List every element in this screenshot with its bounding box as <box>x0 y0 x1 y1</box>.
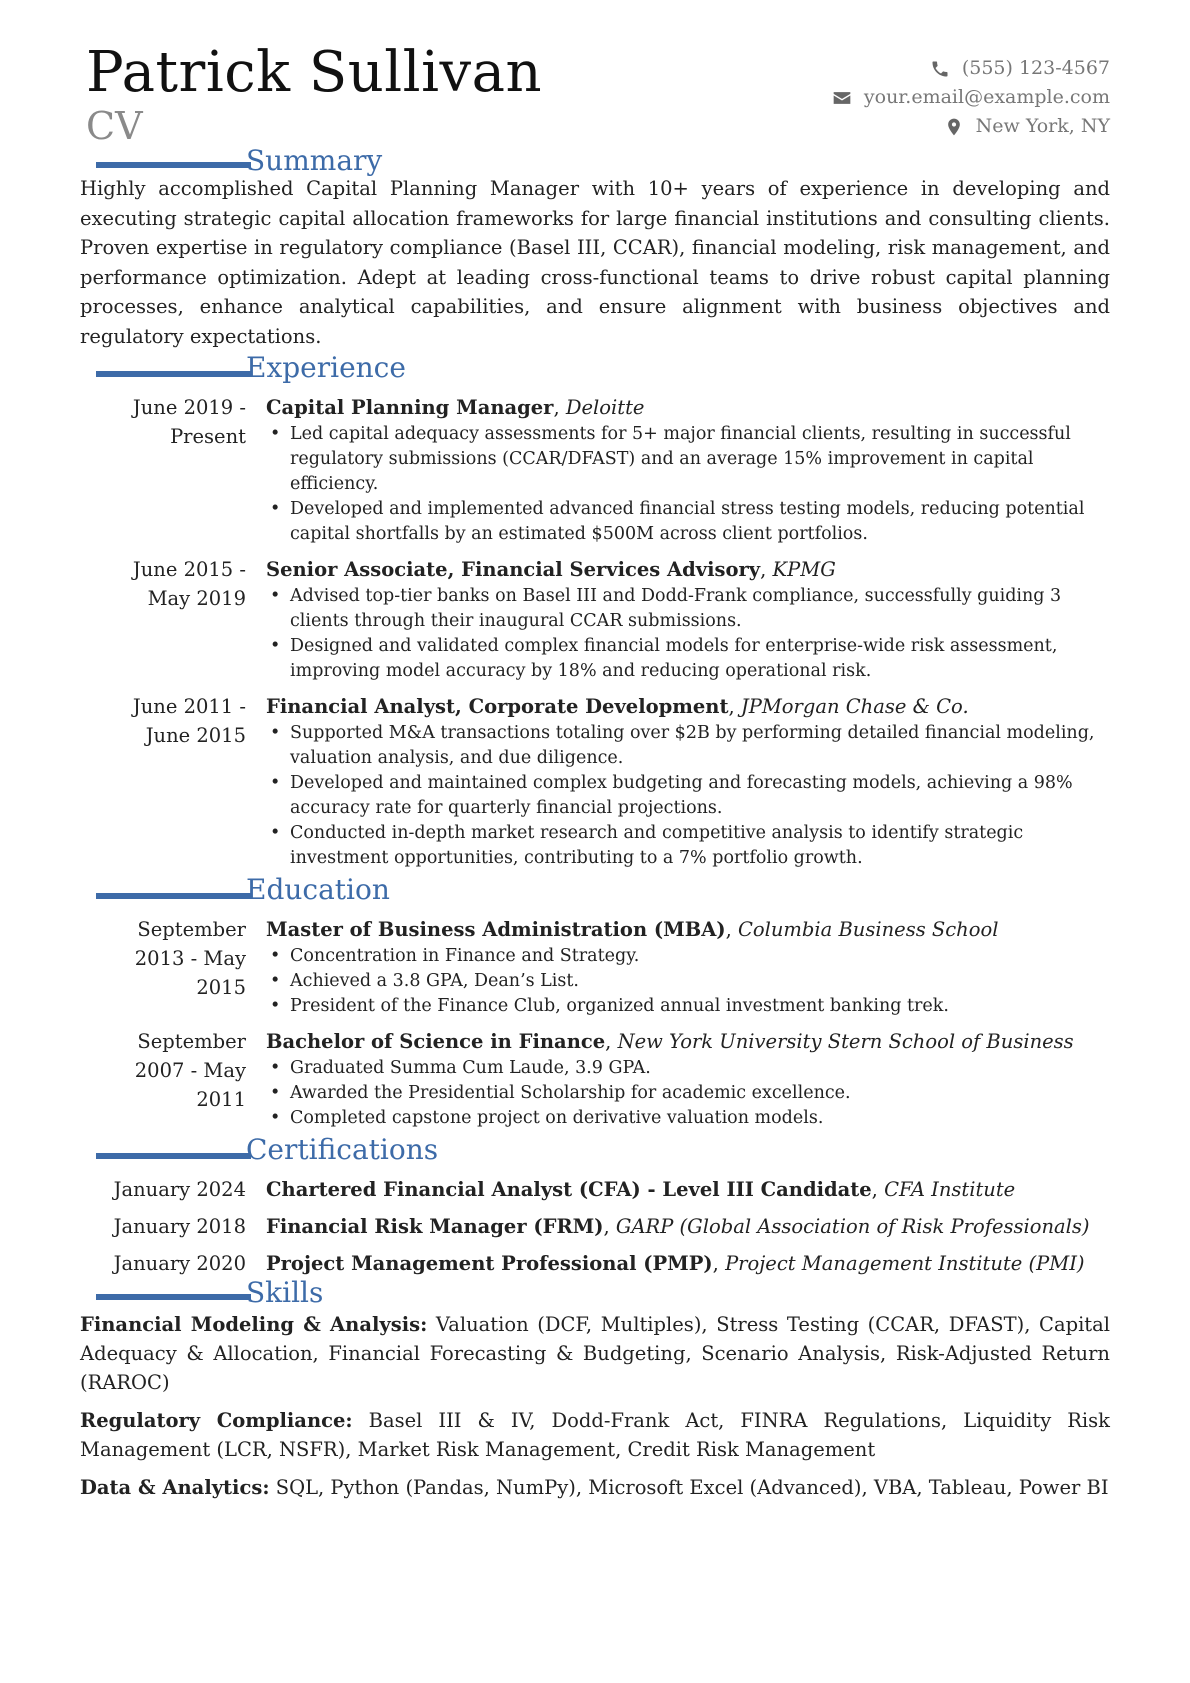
section-title: Summary <box>246 144 383 177</box>
section-summary <box>80 144 1110 351</box>
section-title: Experience <box>246 351 406 384</box>
section-header <box>0 1276 1110 1310</box>
entry-organization: CFA Institute <box>884 1178 1016 1201</box>
entry-heading: Financial Risk Manager (FRM), GARP (Global Association of Risk Professionals) <box>266 1215 1090 1238</box>
resume-page <box>80 40 1111 1511</box>
envelope-icon <box>832 88 852 108</box>
experience-entry <box>86 692 1110 871</box>
bullet-item: • Supported M&A transactions totaling over $2B by performing detailed financial modeling, valuation analysis, and due diligence. <box>266 721 1110 771</box>
entry-organization: KPMG <box>772 558 836 581</box>
entry-organization: GARP (Global Association of Risk Professionals) <box>615 1215 1090 1238</box>
bullet-item: • Achieved a 3.8 GPA, Dean’s List. <box>266 969 1110 994</box>
entry-bullets <box>266 1056 1110 1131</box>
map-marker-icon <box>944 117 964 137</box>
entry-body <box>266 555 1110 684</box>
entry-organization: Deloitte <box>565 396 645 419</box>
entry-role: Financial Risk Manager (FRM) <box>266 1215 604 1238</box>
skill-category: Financial Modeling & Analysis: <box>80 1313 428 1336</box>
entry-date: January 2018 <box>113 1215 246 1238</box>
bullet-item: • Concentration in Finance and Strategy. <box>266 944 1110 969</box>
experience-list <box>86 393 1110 871</box>
entry-bullets <box>266 944 1110 1019</box>
bullet-item: • Completed capstone project on derivative valuation models. <box>266 1106 1110 1131</box>
entry-role: Senior Associate, Financial Services Advisory <box>266 558 761 581</box>
entry-date: June 2019 - Present <box>132 396 246 448</box>
phone-icon <box>930 59 950 79</box>
section-title: Skills <box>246 1276 324 1309</box>
section-education <box>86 873 1110 1131</box>
entry-body <box>266 1212 1110 1241</box>
entry-heading: Project Management Professional (PMP), Project Management Institute (PMI) <box>266 1252 1085 1275</box>
entry-date: June 2011 - June 2015 <box>132 695 246 747</box>
contact-email[interactable] <box>832 83 1110 112</box>
section-title: Education <box>246 873 390 906</box>
entry-heading: Master of Business Administration (MBA), Columbia Business School <box>266 918 999 941</box>
bullet-item: • Led capital adequacy assessments for 5+ major financial clients, resulting in successful regulatory submissions (CCAR/DFAST) and an average 15% improvement in capital efficiency. <box>266 422 1110 497</box>
entry-heading: Senior Associate, Financial Services Advisory, KPMG <box>266 558 836 581</box>
certifications-entry <box>86 1175 1110 1204</box>
entry-body <box>266 393 1110 547</box>
section-experience <box>86 351 1110 871</box>
entry-role: Financial Analyst, Corporate Development <box>266 695 729 718</box>
entry-body <box>266 692 1110 871</box>
summary-text: Highly accomplished Capital Planning Manager with 10+ years of experience in developing and executing strategic capital allocation frameworks for large financial institutions and consulting clients. Proven expertise in regulatory compliance (Basel III, CCAR), financial modeling, risk management, and performance optimization. Adept at leading cross-functional teams to drive robust capital planning processes, enhance analytical capabilities, and ensure alignment with business objectives and regulatory expectations. <box>80 177 1110 348</box>
entry-role: Master of Business Administration (MBA) <box>266 918 726 941</box>
email-address: your.email@example.com <box>863 86 1110 108</box>
entry-organization: New York University Stern School of Business <box>617 1030 1074 1053</box>
certifications-list <box>86 1175 1110 1278</box>
skill-category: Regulatory Compliance: <box>80 1409 353 1432</box>
entry-body <box>266 1027 1110 1131</box>
bullet-item: • Designed and validated complex financial models for enterprise-wide risk assessment, improving model accuracy by 18% and reducing operational risk. <box>266 634 1110 684</box>
section-skills <box>80 1276 1111 1502</box>
entry-date: January 2020 <box>113 1252 246 1275</box>
bullet-item: • Developed and maintained complex budgeting and forecasting models, achieving a 98% accuracy rate for quarterly financial projections. <box>266 771 1110 821</box>
section-header <box>0 351 1110 393</box>
entry-heading: Bachelor of Science in Finance, New York University Stern School of Business <box>266 1030 1074 1053</box>
entry-bullets <box>266 721 1110 871</box>
experience-entry <box>86 555 1110 684</box>
section-rule <box>96 371 251 377</box>
bullet-item: • Conducted in-depth market research and competitive analysis to identify strategic investment opportunities, contributing to a 7% portfolio growth. <box>266 821 1110 871</box>
section-title: Certifications <box>246 1133 439 1166</box>
location-text: New York, NY <box>975 115 1110 137</box>
entry-date: June 2015 - May 2019 <box>132 558 246 610</box>
certifications-entry <box>86 1249 1110 1278</box>
section-rule <box>96 893 251 899</box>
entry-body <box>266 1249 1110 1278</box>
education-entry <box>86 1027 1110 1131</box>
bullet-item: • Advised top-tier banks on Basel III and Dodd-Frank compliance, successfully guiding 3 clients through their inaugural CCAR submissions. <box>266 584 1110 634</box>
entry-date: September 2013 - May 2015 <box>134 918 246 999</box>
entry-role: Project Management Professional (PMP) <box>266 1252 713 1275</box>
education-list <box>86 915 1110 1131</box>
entry-role: Bachelor of Science in Finance <box>266 1030 606 1053</box>
skill-group <box>80 1473 1110 1502</box>
bullet-item: • Developed and implemented advanced financial stress testing models, reducing potential capital shortfalls by an estimated $500M across client portfolios. <box>266 497 1110 547</box>
contact-location <box>832 112 1110 141</box>
bullet-item: • Awarded the Presidential Scholarship for academic excellence. <box>266 1081 1110 1106</box>
contact-info <box>832 54 1110 141</box>
entry-heading: Capital Planning Manager, Deloitte <box>266 396 645 419</box>
document-subtitle: CV <box>86 104 143 148</box>
entry-organization: Columbia Business School <box>737 918 999 941</box>
section-header <box>0 144 1110 178</box>
header <box>86 40 1110 146</box>
phone-number: (555) 123-4567 <box>961 57 1110 79</box>
contact-phone[interactable] <box>832 54 1110 83</box>
entry-organization: JPMorgan Chase & Co. <box>740 695 969 718</box>
entry-date: January 2024 <box>113 1178 246 1201</box>
entry-body <box>266 1175 1110 1204</box>
entry-role: Chartered Financial Analyst (CFA) - Level III Candidate <box>266 1178 872 1201</box>
bullet-item: • Graduated Summa Cum Laude, 3.9 GPA. <box>266 1056 1110 1081</box>
section-rule <box>96 1153 251 1159</box>
skills-list <box>80 1310 1110 1502</box>
skill-group <box>80 1310 1110 1397</box>
education-entry <box>86 915 1110 1019</box>
section-rule <box>96 1294 251 1300</box>
entry-body <box>266 915 1110 1019</box>
skill-category: Data & Analytics: <box>80 1476 270 1499</box>
certifications-entry <box>86 1212 1110 1241</box>
entry-bullets <box>266 584 1110 684</box>
entry-role: Capital Planning Manager <box>266 396 554 419</box>
candidate-name: Patrick Sullivan <box>86 40 543 105</box>
entry-organization: Project Management Institute (PMI) <box>725 1252 1085 1275</box>
entry-heading: Financial Analyst, Corporate Development, JPMorgan Chase & Co. <box>266 695 969 718</box>
entry-heading: Chartered Financial Analyst (CFA) - Level III Candidate, CFA Institute <box>266 1178 1016 1201</box>
entry-bullets <box>266 422 1110 547</box>
experience-entry <box>86 393 1110 547</box>
skill-group <box>80 1406 1110 1464</box>
section-header <box>0 1133 1110 1175</box>
skill-list-text: Valuation (DCF, Multiples), Stress Testing (CCAR, DFAST), Capital Adequacy & Allocation, Financial Forecasting & Budgeting, Scenario Analysis, Risk-Adjusted Return (RAROC) <box>80 1313 1111 1394</box>
entry-date: September 2007 - May 2011 <box>134 1030 246 1111</box>
section-header <box>0 873 1110 915</box>
section-rule <box>96 162 251 168</box>
bullet-item: • President of the Finance Club, organized annual investment banking trek. <box>266 994 1110 1019</box>
skill-list-text: SQL, Python (Pandas, NumPy), Microsoft Excel (Advanced), VBA, Tableau, Power BI <box>275 1476 1109 1499</box>
section-certifications <box>86 1133 1110 1278</box>
skill-list-text: Basel III & IV, Dodd-Frank Act, FINRA Regulations, Liquidity Risk Management (LCR, NSFR), Market Risk Management, Credit Risk Management <box>80 1409 1110 1461</box>
